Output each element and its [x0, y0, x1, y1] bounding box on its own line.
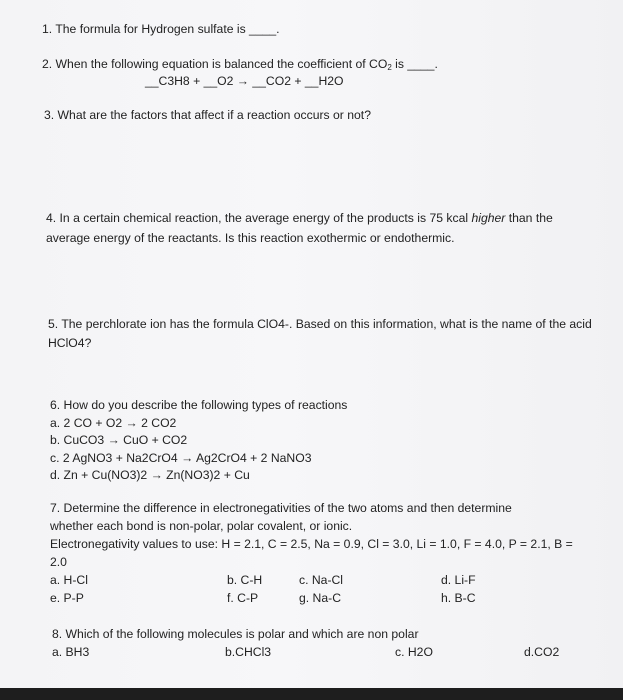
question-7-option-f: f. C-P	[227, 591, 259, 605]
question-7-option-e: e. P-P	[50, 591, 84, 605]
question-7-option-c: c. Na-Cl	[299, 573, 344, 587]
question-7-option-d: d. Li-F	[441, 573, 476, 587]
question-7-option-b: b. C-H	[227, 573, 263, 587]
question-6-prompt: 6. How do you describe the following types of reactions	[50, 398, 348, 412]
question-3: 3. What are the factors that affect if a reaction occurs or not?	[44, 108, 371, 122]
question-6-item-d: d. Zn + Cu(NO3)2 → Zn(NO3)2 + Cu	[50, 468, 250, 482]
question-4-line-2: average energy of the reactants. Is this reaction exothermic or endothermic.	[46, 231, 455, 245]
question-6-item-b: b. CuCO3 → CuO + CO2	[50, 433, 188, 447]
question-7-option-a: a. H-Cl	[50, 573, 88, 587]
question-7-line-1: 7. Determine the difference in electronegativities of the two atoms and then determine	[50, 501, 512, 515]
question-7-line-2: whether each bond is non-polar, polar covalent, or ionic.	[50, 519, 353, 533]
question-6-item-c: c. 2 AgNO3 + Na2CrO4 → Ag2CrO4 + 2 NaNO3	[50, 451, 312, 465]
question-1: 1. The formula for Hydrogen sulfate is ____.	[42, 22, 280, 36]
question-5-line-2: HClO4?	[48, 336, 92, 350]
question-8-option-b: b.CHCl3	[225, 645, 272, 659]
question-7-line-4: 2.0	[50, 555, 67, 569]
question-7-option-g: g. Na-C	[299, 591, 341, 605]
question-8-option-a: a. BH3	[52, 645, 90, 659]
question-8-option-d: d.CO2	[524, 645, 560, 659]
question-2-prompt: 2. When the following equation is balanced the coefficient of $CO_2$ is ____.	[42, 57, 438, 72]
question-7-line-3: Electronegativity values to use: H = 2.1, C = 2.5, Na = 0.9, Cl = 3.0, Li = 1.0, F = 4.0, P = 2.1, B =	[50, 537, 573, 551]
question-7-option-h: h. B-C	[441, 591, 476, 605]
question-4-line-1: 4. In a certain chemical reaction, the average energy of the products is 75 kcal higher than the	[46, 211, 553, 225]
question-5-line-1: 5. The perchlorate ion has the formula ClO4-. Based on this information, what is the name of the acid	[48, 317, 592, 331]
question-6-item-a: a. 2 CO + O2 → 2 CO2	[50, 416, 177, 430]
question-2-equation: __C3H8 + __O2 → __CO2 + __H2O	[145, 74, 344, 88]
question-8-option-c: c. H2O	[395, 645, 433, 659]
bottom-edge	[0, 688, 623, 700]
question-8-prompt: 8. Which of the following molecules is polar and which are non polar	[52, 627, 419, 641]
